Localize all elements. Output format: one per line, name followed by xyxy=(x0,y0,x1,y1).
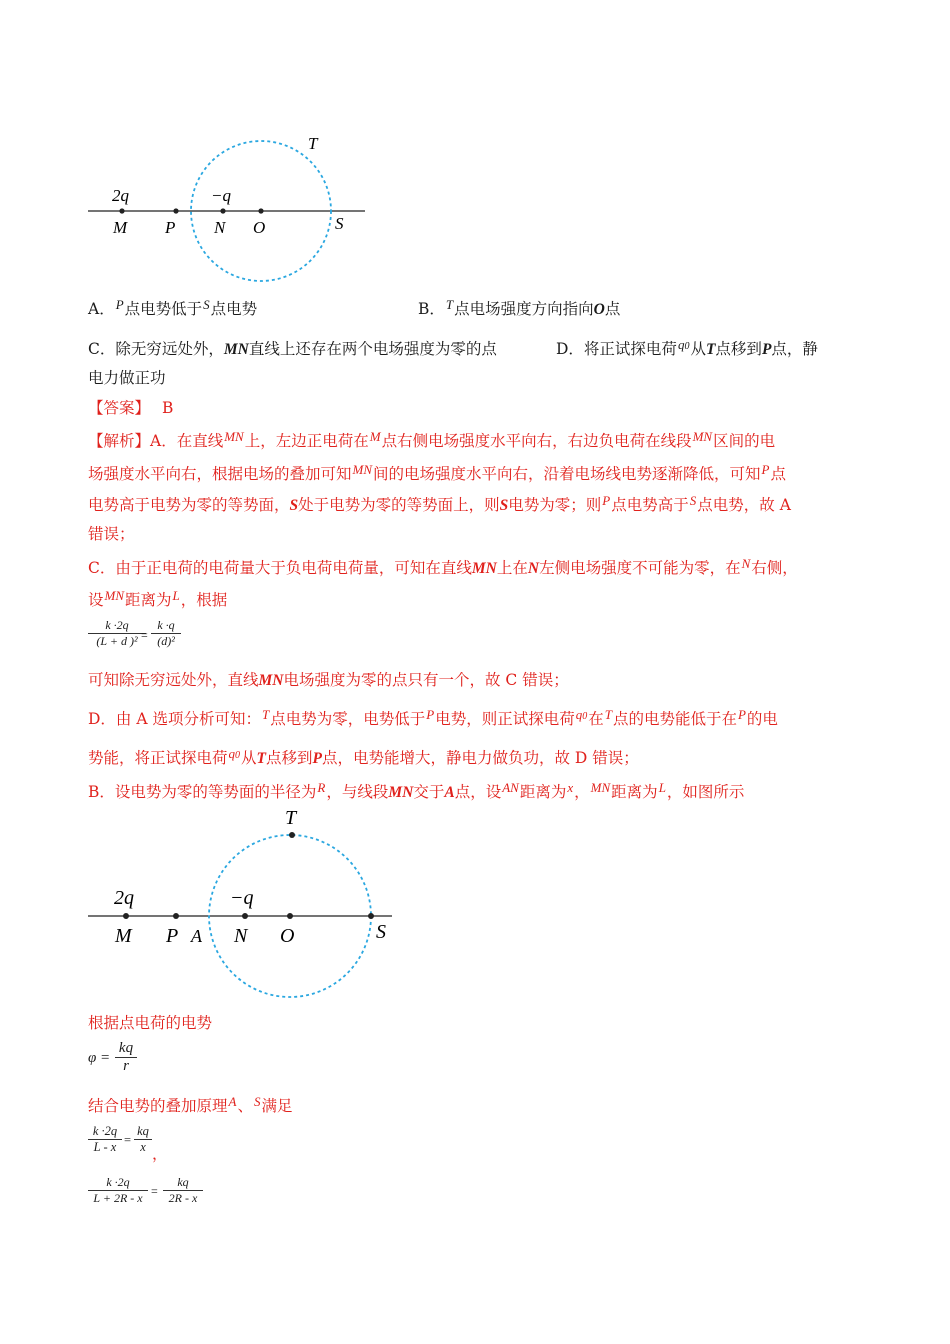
text: 点电势，故 A xyxy=(697,496,791,514)
label-p: P xyxy=(166,925,179,947)
var-s: S xyxy=(499,497,509,514)
label-o: O xyxy=(280,925,295,947)
equation-3-left xyxy=(88,1124,122,1155)
analysis-a-line2 xyxy=(88,462,786,484)
comma: ， xyxy=(152,1145,168,1163)
var-p: P xyxy=(115,297,124,312)
label-o: O xyxy=(253,218,266,237)
var-q: q xyxy=(677,337,685,352)
answer-label: 【答案】 xyxy=(88,399,151,417)
text: 左侧电场强度不可能为零，在 xyxy=(539,559,741,577)
analysis-c-line2 xyxy=(88,588,227,610)
text: 区间的电 xyxy=(713,432,776,450)
option-d-continued xyxy=(88,366,166,388)
label-s: S xyxy=(335,214,344,233)
var-q-subscript: 0 xyxy=(235,750,241,761)
text: 点右侧电场强度水平向右，右边负电荷在线段 xyxy=(381,432,692,450)
analysis-d-line2 xyxy=(88,746,639,768)
option-d xyxy=(556,337,818,359)
text: 根据点电荷的电势 xyxy=(88,1014,213,1032)
var-p: P xyxy=(761,341,772,358)
var-p: P xyxy=(602,493,611,508)
var-x: x xyxy=(567,780,574,795)
label-neg-q: −q xyxy=(230,887,254,909)
equation-1-equals xyxy=(141,628,148,643)
analysis-a-line3 xyxy=(88,493,791,515)
denominator: 2R - x xyxy=(168,1191,198,1205)
var-mn: MN xyxy=(104,588,125,603)
answer-line xyxy=(88,396,173,418)
text: ，与线段 xyxy=(326,783,389,801)
equals-sign: = xyxy=(141,628,148,642)
text: 交于 xyxy=(413,783,445,801)
text: ，根据 xyxy=(180,591,228,609)
point-o-dot xyxy=(258,208,263,213)
text: 的电 xyxy=(746,710,778,728)
point-o-dot xyxy=(287,913,293,919)
figure-2-circle-diagram xyxy=(80,802,400,1007)
var-l: L xyxy=(172,588,180,603)
equation-3-equals xyxy=(124,1133,131,1148)
text: 处于电势为零的等势面上，则 xyxy=(298,496,500,514)
point-p-dot xyxy=(173,913,179,919)
var-a: A xyxy=(228,1094,237,1109)
var-q0 xyxy=(678,337,690,352)
equation-3-right xyxy=(134,1124,152,1155)
option-c-prefix: C．除无穷远处外， xyxy=(88,340,224,358)
var-q: q xyxy=(228,746,236,761)
text: 电势为零；则 xyxy=(508,496,602,514)
label-n: N xyxy=(234,925,248,947)
text: C．由于正电荷的电荷量大于负电荷电荷量，可知在直线 xyxy=(88,559,472,577)
text: 点移到 xyxy=(266,749,313,767)
denominator: L + 2R - x xyxy=(93,1191,143,1205)
label-p: P xyxy=(165,218,176,237)
analysis-c-line1 xyxy=(88,556,798,578)
option-a-text: 点电势低于 xyxy=(124,300,203,318)
label-m: M xyxy=(113,218,128,237)
numerator: kq xyxy=(118,1040,134,1056)
var-n: N xyxy=(741,556,751,571)
var-q-subscript: 0 xyxy=(684,341,690,352)
answer-value: B xyxy=(162,399,174,417)
var-s: S xyxy=(253,1094,261,1109)
var-p: P xyxy=(426,707,435,722)
var-mn: MN xyxy=(224,429,244,444)
text: 【解析】A．在直线 xyxy=(88,432,224,450)
numerator: kq xyxy=(177,1175,189,1189)
option-a-end: 点电势 xyxy=(210,300,258,318)
point-n-dot xyxy=(242,913,248,919)
label-t: T xyxy=(308,134,318,153)
option-b xyxy=(418,297,620,319)
option-a-prefix: A． xyxy=(88,300,115,318)
text: 错误； xyxy=(88,525,135,543)
text: 结合电势的叠加原理 xyxy=(88,1097,228,1115)
text: 点电势高于 xyxy=(611,496,689,514)
option-d-prefix: D．将正试探电荷 xyxy=(556,340,677,358)
text: 从 xyxy=(241,749,257,767)
text: 场强度水平向右，根据电场的叠加可知 xyxy=(88,465,352,483)
var-mn: MN xyxy=(223,341,249,358)
text: 距离为 xyxy=(611,783,658,801)
text: 点，设 xyxy=(454,783,502,801)
var-an: AN xyxy=(502,780,519,795)
text: 上在 xyxy=(496,559,528,577)
option-d-mid: 点移到 xyxy=(715,340,762,358)
label-t: T xyxy=(285,807,297,829)
numerator: k ·2q xyxy=(106,1175,130,1189)
text: 电场强度为零的点只有一个，故 C 错误； xyxy=(283,671,569,689)
equation-4-equals xyxy=(151,1184,158,1199)
var-mn: MN xyxy=(692,429,713,444)
var-t: T xyxy=(256,750,266,767)
var-o: O xyxy=(593,301,605,318)
figure-1-circle-diagram xyxy=(80,125,370,285)
option-c-text: 直线上还存在两个电场强度为零的点 xyxy=(248,340,497,358)
numerator: kq xyxy=(137,1124,149,1138)
label-m: M xyxy=(115,925,132,947)
text: 满足 xyxy=(261,1097,293,1115)
point-n-dot xyxy=(220,208,225,213)
text: 电势高于电势为零的等势面， xyxy=(88,496,290,514)
text: 点电势为零，电势低于 xyxy=(270,710,426,728)
text: ， xyxy=(574,783,590,801)
var-p: P xyxy=(312,750,322,767)
equals-sign: = xyxy=(124,1133,132,1147)
equation-1-left xyxy=(88,618,146,649)
var-mn: MN xyxy=(590,780,611,795)
var-mn: MN xyxy=(258,672,284,689)
option-d-from: 从 xyxy=(690,340,706,358)
numerator: k ·q xyxy=(157,618,175,632)
text: 势能，将正试探电荷 xyxy=(88,749,228,767)
option-c xyxy=(88,337,497,359)
var-s: S xyxy=(689,493,697,508)
text: D．由 A 选项分析可知： xyxy=(88,710,261,728)
text: B．设电势为零的等势面的半径为 xyxy=(88,783,317,801)
point-t-dot xyxy=(289,832,295,838)
var-p: P xyxy=(737,707,746,722)
numerator: k ·2q xyxy=(92,1124,118,1138)
analysis-b-line1 xyxy=(88,780,744,802)
var-q-subscript: 0 xyxy=(582,711,588,722)
text: 上，左边正电荷在 xyxy=(244,432,369,450)
var-r: R xyxy=(317,780,326,795)
var-t: T xyxy=(604,707,612,722)
analysis-c-line3 xyxy=(88,668,569,690)
label-2q: 2q xyxy=(114,887,134,909)
var-n: N xyxy=(527,560,540,577)
equation-4-right xyxy=(163,1175,203,1206)
denominator: x xyxy=(140,1140,146,1154)
var-q0 xyxy=(576,707,588,722)
denominator: (d)² xyxy=(157,634,175,648)
label-neg-q: −q xyxy=(211,186,231,205)
text: ，如图所示 xyxy=(666,783,745,801)
option-b-text: 点电场强度方向指向 xyxy=(454,300,594,318)
var-mn: MN xyxy=(471,560,497,577)
text: 点 xyxy=(770,465,786,483)
var-t: T xyxy=(261,707,270,722)
point-m-dot xyxy=(119,208,124,213)
var-p: P xyxy=(761,462,770,477)
var-q0 xyxy=(229,746,241,761)
point-p-dot xyxy=(173,208,178,213)
equation-4-left xyxy=(88,1175,148,1206)
text: 距离为 xyxy=(125,591,172,609)
equation-1-right xyxy=(151,618,181,649)
option-d-cont-text: 电力做正功 xyxy=(88,369,166,387)
option-d-end: 点，静 xyxy=(771,340,818,358)
text: 设 xyxy=(88,591,104,609)
analysis-d-line1 xyxy=(88,707,778,729)
var-mn: MN xyxy=(388,784,414,801)
var-t: T xyxy=(705,341,716,358)
var-q: q xyxy=(575,707,583,722)
option-b-prefix: B． xyxy=(418,300,445,318)
phi-equals: φ = xyxy=(88,1050,111,1066)
text: 、 xyxy=(237,1097,253,1115)
var-s: S xyxy=(203,297,210,312)
option-a xyxy=(88,297,257,319)
point-m-dot xyxy=(123,913,129,919)
text: 距离为 xyxy=(519,783,567,801)
var-s: S xyxy=(289,497,299,514)
var-t: T xyxy=(445,297,454,312)
text: 点，电势能增大，静电力做负功，故 D 错误； xyxy=(321,749,639,767)
var-l: L xyxy=(658,780,666,795)
text: 可知除无穷远处外，直线 xyxy=(88,671,259,689)
var-a: A xyxy=(444,784,455,801)
analysis-b-line2 xyxy=(88,1011,212,1033)
analysis-a-line1 xyxy=(88,429,775,451)
analysis-b-line3 xyxy=(88,1094,293,1116)
equals-sign: = xyxy=(151,1184,158,1198)
text: 右侧， xyxy=(751,559,798,577)
text: 在 xyxy=(588,710,604,728)
point-s-dot xyxy=(368,913,374,919)
text: 电势，则正试探电荷 xyxy=(435,710,575,728)
equation-3-tail xyxy=(152,1142,168,1164)
equation-2-lhs xyxy=(88,1050,110,1067)
analysis-a-line4 xyxy=(88,522,135,544)
var-m: M xyxy=(369,429,381,444)
denominator: L - x xyxy=(93,1140,117,1154)
option-b-end: 点 xyxy=(604,300,621,318)
numerator: k ·2q xyxy=(105,618,129,632)
text: 点的电势能低于在 xyxy=(612,710,737,728)
label-2q: 2q xyxy=(112,186,129,205)
denominator: (L + d )² xyxy=(96,634,138,648)
label-n: N xyxy=(214,218,226,237)
equation-2-fraction xyxy=(115,1040,137,1075)
text: 间的电场强度水平向右，沿着电场线电势逐渐降低，可知 xyxy=(373,465,761,483)
label-a: A xyxy=(191,926,202,946)
denominator: r xyxy=(123,1058,129,1074)
label-s: S xyxy=(376,921,386,943)
var-mn: MN xyxy=(352,462,373,477)
